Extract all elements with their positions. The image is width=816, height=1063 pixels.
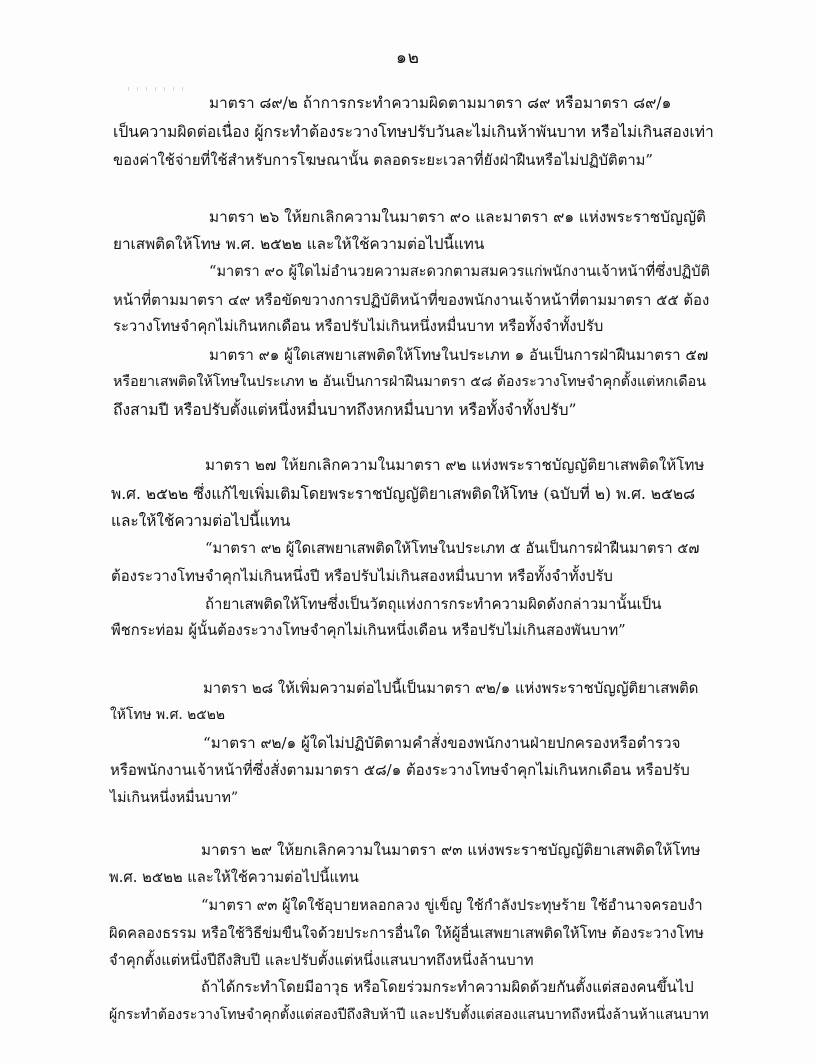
text-line: ผู้กระทำต้องระวางโทษจำคุกตั้งแต่สองปีถึงสิบห้าปี และปรับตั้งแต่สองแสนบาทถึงหนึ่งล้านห้าแสนบาท	[109, 1007, 709, 1023]
text-line: จำคุกตั้งแต่หนึ่งปีถึงสิบปี และปรับตั้งแต่หนึ่งแสนบาทถึงหนึ่งล้านบาท	[109, 952, 534, 969]
text-line: มาตรา ๒๖ ให้ยกเลิกความในมาตรา ๙๐ และมาตรา ๙๑ แห่งพระราชบัญญัติ	[209, 208, 707, 226]
text-line: ของค่าใช้จ่ายที่ใช้สำหรับการโฆษณานั้น ตลอดระยะเวลาที่ยังฝ่าฝืนหรือไม่ปฏิบัติตาม”	[113, 152, 654, 169]
text-line: “มาตรา ๙๐ ผู้ใดไม่อำนวยความสะดวกตามสมควรแก่พนักงานเจ้าหน้าที่ซึ่งปฏิบัติ	[209, 263, 710, 280]
text-line: ผิดคลองธรรม หรือใช้วิธีข่มขืนใจด้วยประการอื่นใด ให้ผู้อื่นเสพยาเสพติดให้โทษ ต้องระวางโทษ	[109, 925, 704, 942]
text-line: ต้องระวางโทษจำคุกไม่เกินหนึ่งปี หรือปรับไม่เกินสองหมื่นบาท หรือทั้งจำทั้งปรับ	[111, 567, 613, 585]
text-line: ถ้าได้กระทำโดยมีอาวุธ หรือโดยร่วมกระทำความผิดด้วยกันตั้งแต่สองคนขึ้นไป	[201, 979, 694, 996]
text-line: พืชกระท่อม ผู้นั้นต้องระวางโทษจำคุกไม่เกินหนึ่งเดือน หรือปรับไม่เกินสองพันบาท”	[111, 622, 626, 639]
text-line: มาตรา ๒๙ ให้ยกเลิกความในมาตรา ๙๓ แห่งพระราชบัญญัติยาเสพติดให้โทษ	[201, 841, 701, 859]
text-line: ระวางโทษจำคุกไม่เกินหกเดือน หรือปรับไม่เกินหนึ่งหมื่นบาท หรือทั้งจำทั้งปรับ	[113, 318, 604, 335]
text-line: หน้าที่ตามมาตรา ๔๙ หรือขัดขวางการปฏิบัติหน้าที่ของพนักงานเจ้าหน้าที่ตามมาตรา ๕๕ ต้อง	[113, 291, 710, 309]
text-line: มาตรา ๒๗ ให้ยกเลิกความในมาตรา ๙๒ แห่งพระราชบัญญัติยาเสพติดให้โทษ	[205, 456, 705, 474]
text-line: พ.ศ. ๒๕๒๒ ซึ่งแก้ไขเพิ่มเติมโดยพระราชบัญญัติยาเสพติดให้โทษ (ฉบับที่ ๒) พ.ศ. ๒๕๒๘	[111, 485, 696, 503]
text-line: หรือยาเสพติดให้โทษในประเภท ๒ อันเป็นการฝ่าฝืนมาตรา ๕๘ ต้องระวางโทษจำคุกตั้งแต่หกเดือน	[113, 374, 706, 390]
text-line: ให้โทษ พ.ศ. ๒๕๒๒	[110, 707, 226, 723]
text-line: ไม่เกินหนึ่งหมื่นบาท”	[110, 790, 239, 806]
text-line: “มาตรา ๙๒ ผู้ใดเสพยาเสพติดให้โทษในประเภท ๕ อันเป็นการฝ่าฝืนมาตรา ๕๗	[205, 540, 700, 557]
text-line: มาตรา ๘๙/๒ ถ้าการกระทำความผิดตามมาตรา ๘๙ หรือมาตรา ๘๙/๑	[209, 94, 672, 112]
text-line: ยาเสพติดให้โทษ พ.ศ. ๒๕๒๒ และให้ใช้ความต่อไปนี้แทน	[113, 235, 485, 253]
text-line: “มาตรา ๙๒/๑ ผู้ใดไม่ปฏิบัติตามคำสั่งของพนักงานฝ่ายปกครองหรือตำรวจ	[203, 734, 681, 752]
text-line: พ.ศ. ๒๕๒๒ และให้ใช้ความต่อไปนี้แทน	[109, 869, 359, 886]
text-line: มาตรา ๙๑ ผู้ใดเสพยาเสพติดให้โทษในประเภท ๑ อันเป็นการฝ่าฝืนมาตรา ๕๗	[209, 346, 709, 364]
page-number: ๑๒	[396, 48, 420, 68]
text-line: ถ้ายาเสพติดให้โทษซึ่งเป็นวัตถุแห่งการกระทำความผิดดังกล่าวมานั้นเป็น	[205, 595, 662, 613]
text-line: หรือพนักงานเจ้าหน้าที่ซึ่งสั่งตามมาตรา ๕๘/๑ ต้องระวางโทษจำคุกไม่เกินหกเดือน หรือปรับ	[110, 761, 690, 779]
text-line: เป็นความผิดต่อเนื่อง ผู้กระทำต้องระวางโทษปรับวันละไม่เกินห้าพันบาท หรือไม่เกินสองเท่า	[113, 122, 714, 141]
text-line: และให้ใช้ความต่อไปนี้แทน	[111, 512, 291, 530]
scan-noise	[128, 87, 188, 91]
text-line: “มาตรา ๙๓ ผู้ใดใช้อุบายหลอกลวง ขู่เข็ญ ใช้กำลังประทุษร้าย ใช้อำนาจครอบงำ	[201, 897, 703, 914]
text-line: ถึงสามปี หรือปรับตั้งแต่หนึ่งหมื่นบาทถึงหกหมื่นบาท หรือทั้งจำทั้งปรับ”	[113, 401, 577, 419]
text-line: มาตรา ๒๘ ให้เพิ่มความต่อไปนี้เป็นมาตรา ๙๒/๑ แห่งพระราชบัญญัติยาเสพติด	[203, 679, 699, 697]
